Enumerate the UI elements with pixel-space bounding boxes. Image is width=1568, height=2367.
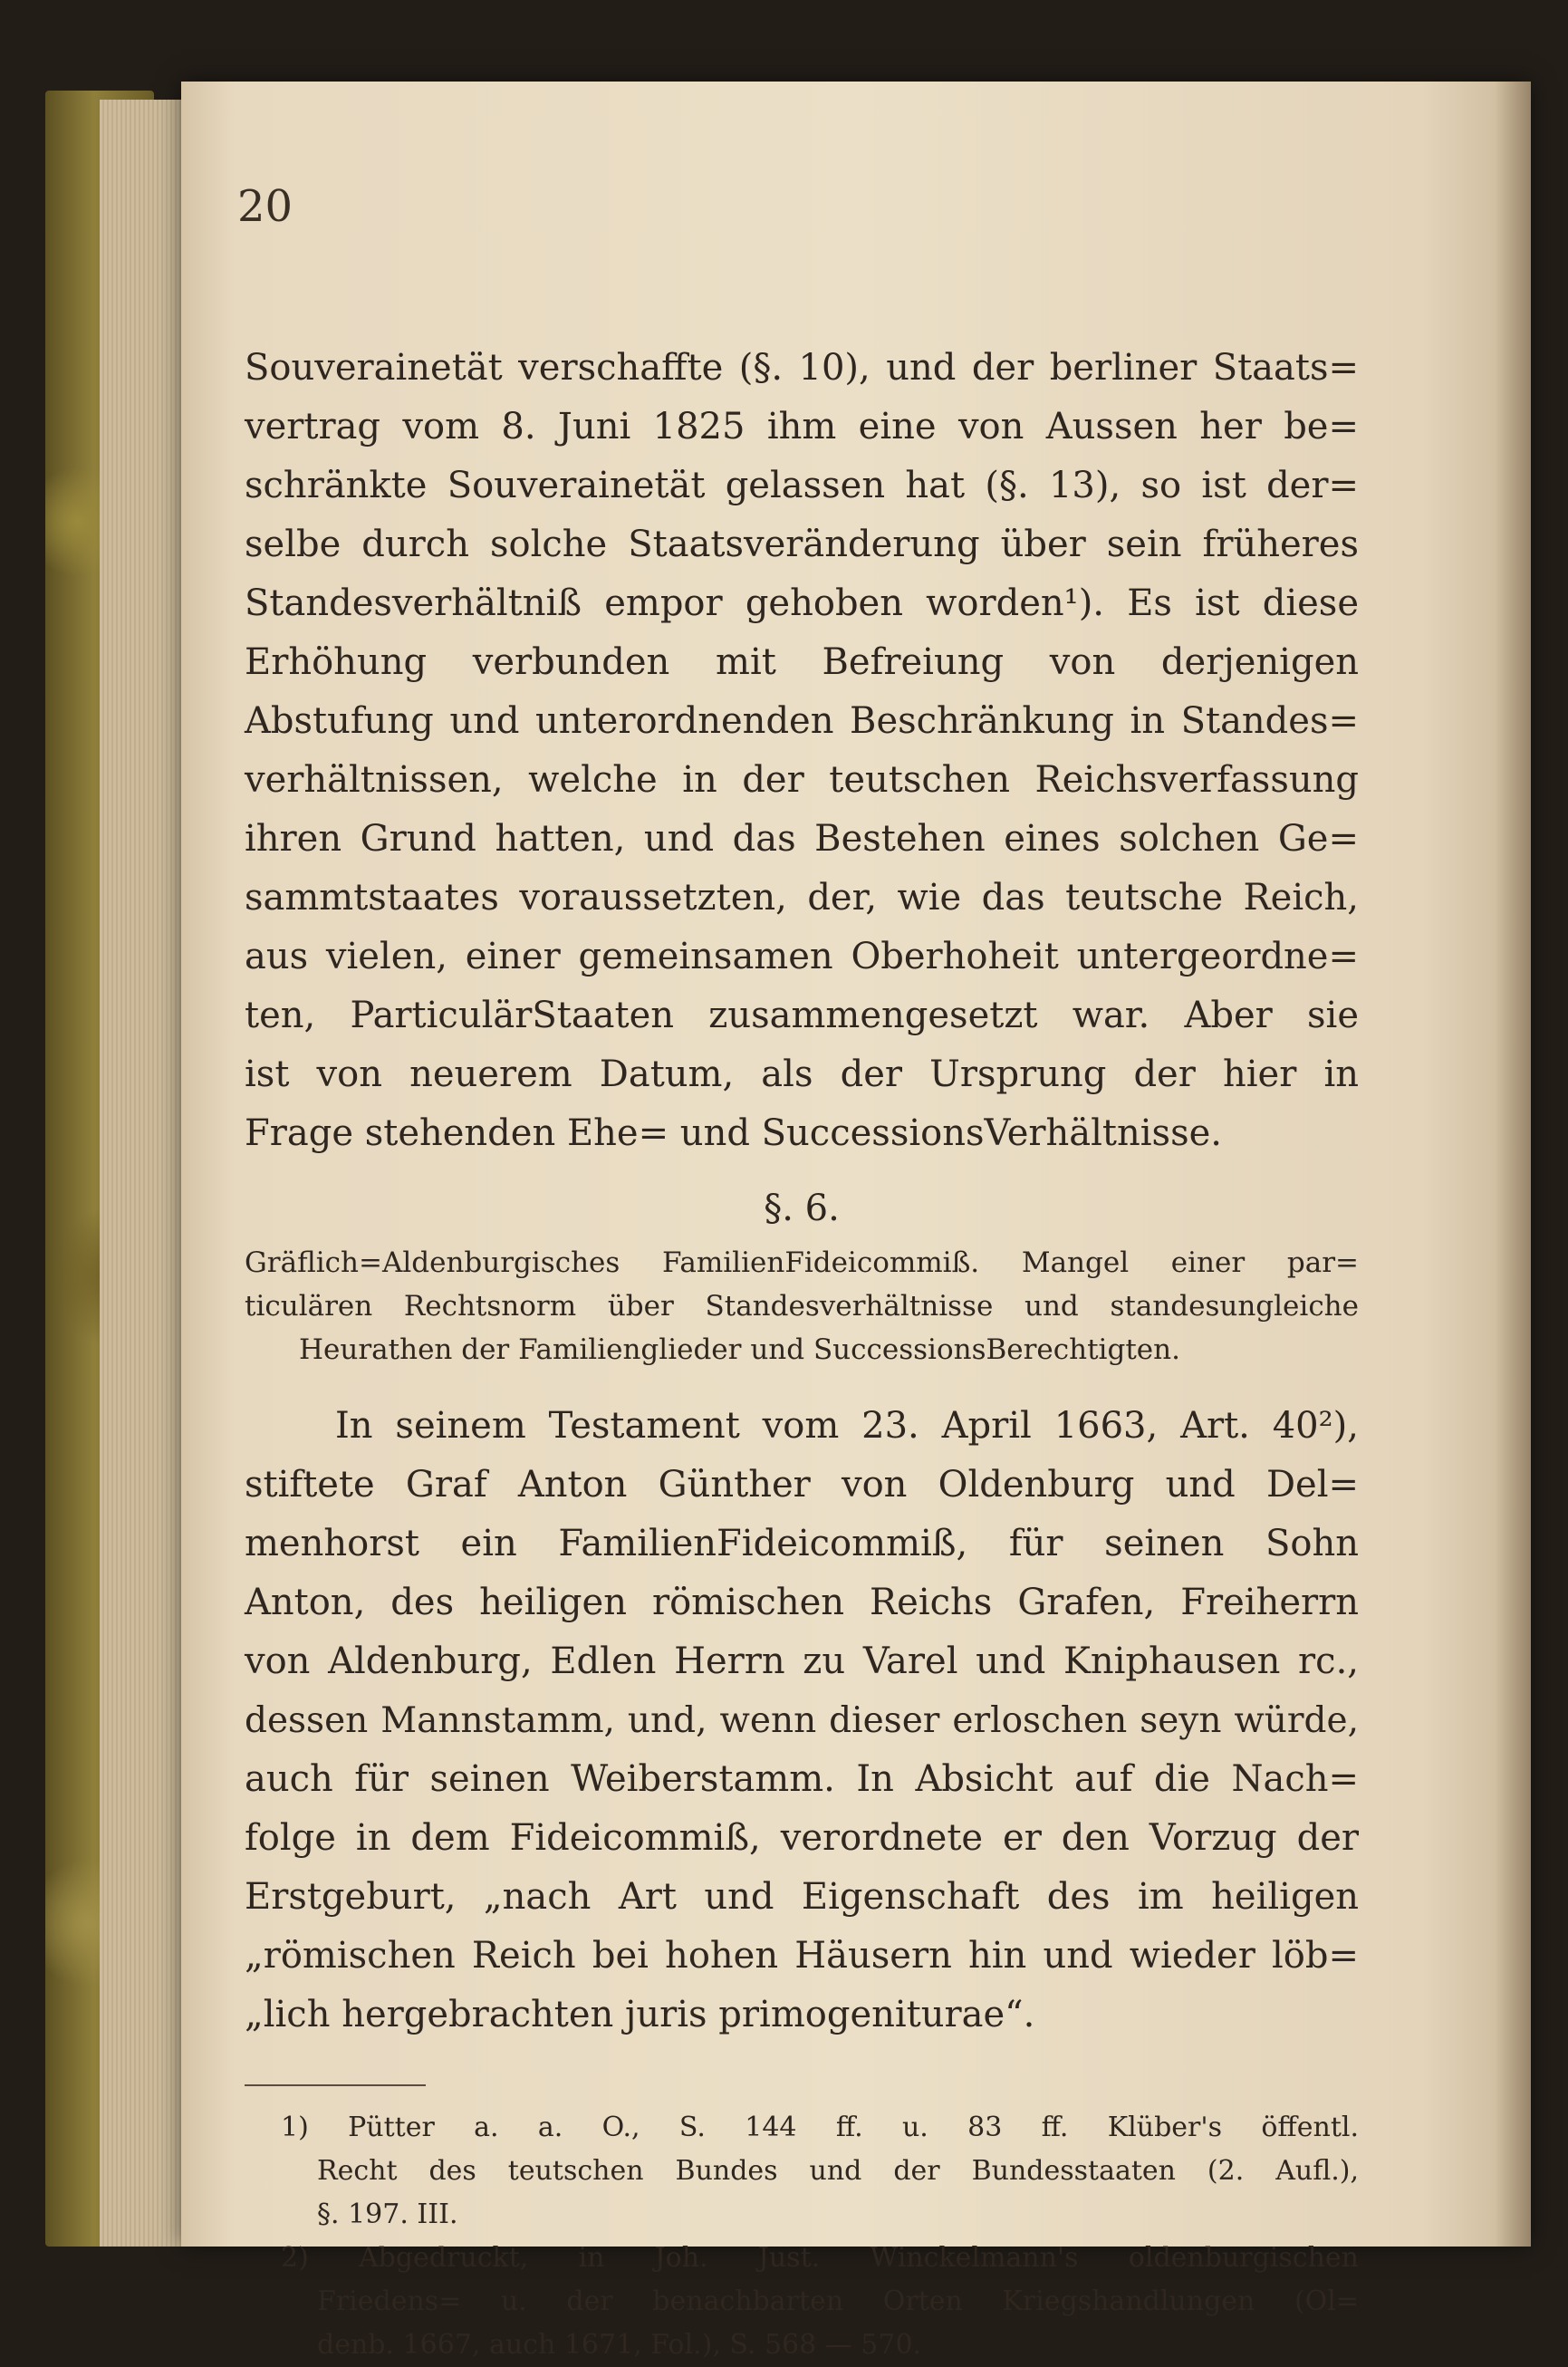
- text-line: „römischen Reich bei hohen Häusern hin und wieder löb=: [245, 1935, 1359, 1977]
- footnote-line: Recht des teutschen Bundes und der Bundesstaaten (2. Aufl.),: [317, 2155, 1359, 2187]
- paragraph-2: [245, 1397, 1359, 2045]
- text-line: Erhöhung verbunden mit Befreiung von derjenigen: [245, 641, 1359, 683]
- footnote-line: denb. 1667, auch 1671, Fol.), S. 568 — 570.: [317, 2329, 922, 2361]
- summary-line: Gräflich=Aldenburgisches FamilienFideicommiß. Mangel einer par=: [245, 1246, 1359, 1279]
- text-line: selbe durch solche Staatsveränderung über sein früheres: [245, 524, 1359, 565]
- footnote-line: 1) Pütter a. a. O., S. 144 ff. u. 83 ff. Klüber's öffentl.: [281, 2112, 1359, 2143]
- footnote-2: [245, 2237, 1359, 2367]
- footnote-line: §. 197. III.: [317, 2199, 458, 2230]
- text-line: Anton, des heiligen römischen Reichs Grafen, Freiherrn: [245, 1582, 1359, 1623]
- text-line: sammtstaates voraussetzten, der, wie das teutsche Reich,: [245, 877, 1359, 919]
- section-heading: §. 6.: [764, 1188, 840, 1229]
- text-line: ihren Grund hatten, und das Bestehen eines solchen Ge=: [245, 818, 1359, 860]
- text-line: Standesverhältniß empor gehoben worden¹). Es ist diese: [245, 582, 1359, 624]
- text-line: ist von neuerem Datum, als der Ursprung der hier in: [245, 1054, 1359, 1095]
- text-line: Souverainetät verschaffte (§. 10), und der berliner Staats=: [245, 347, 1359, 389]
- text-line: folge in dem Fideicommiß, verordnete er den Vorzug der: [245, 1817, 1359, 1859]
- footnote-line: 2) Abgedruckt, in Joh. Just. Winckelmann's oldenburgischen: [281, 2242, 1359, 2274]
- summary-line: ticulären Rechtsnorm über Standesverhältnisse und standesungleiche: [245, 1290, 1359, 1323]
- text-line: von Aldenburg, Edlen Herrn zu Varel und Kniphausen rc.,: [245, 1641, 1359, 1682]
- text-line: Frage stehenden Ehe= und SuccessionsVerhältnisse.: [245, 1112, 1222, 1154]
- paragraph-1: [245, 339, 1359, 1163]
- text-line: In seinem Testament vom 23. April 1663, Art. 40²),: [335, 1405, 1359, 1447]
- text-line: auch für seinen Weiberstamm. In Absicht auf die Nach=: [245, 1758, 1359, 1800]
- summary-line: Heurathen der Familienglieder und SuccessionsBerechtigten.: [299, 1333, 1180, 1366]
- section-summary: [245, 1241, 1359, 1371]
- text-line: Erstgeburt, „nach Art und Eigenschaft des im heiligen: [245, 1876, 1359, 1918]
- footnote-separator: [245, 2084, 426, 2086]
- text-line: menhorst ein FamilienFideicommiß, für seinen Sohn: [245, 1523, 1359, 1564]
- text-line: „lich hergebrachten juris primogeniturae“.: [245, 1994, 1035, 2035]
- text-line: dessen Mannstamm, und, wenn dieser erloschen seyn würde,: [245, 1700, 1359, 1741]
- text-line: schränkte Souverainetät gelassen hat (§. 13), so ist der=: [245, 465, 1359, 506]
- footnote-1: [245, 2106, 1359, 2237]
- page-gutter-shadow: [1495, 82, 1531, 2247]
- text-line: ten, ParticulärStaaten zusammengesetzt war. Aber sie: [245, 995, 1359, 1036]
- text-line: Abstufung und unterordnenden Beschränkung in Standes=: [245, 700, 1359, 742]
- text-line: verhältnissen, welche in der teutschen Reichsverfassung: [245, 759, 1359, 801]
- text-line: stiftete Graf Anton Günther von Oldenburg und Del=: [245, 1464, 1359, 1506]
- text-line: aus vielen, einer gemeinsamen Oberhoheit untergeordne=: [245, 936, 1359, 977]
- text-line: vertrag vom 8. Juni 1825 ihm eine von Aussen her be=: [245, 406, 1359, 447]
- footnotes: [245, 2106, 1359, 2367]
- page-text: [245, 226, 1359, 2367]
- page-number: 20: [237, 181, 293, 232]
- footnote-line: Friedens= u. der benachbarten Orten Kriegshandlungen (Ol=: [317, 2285, 1359, 2317]
